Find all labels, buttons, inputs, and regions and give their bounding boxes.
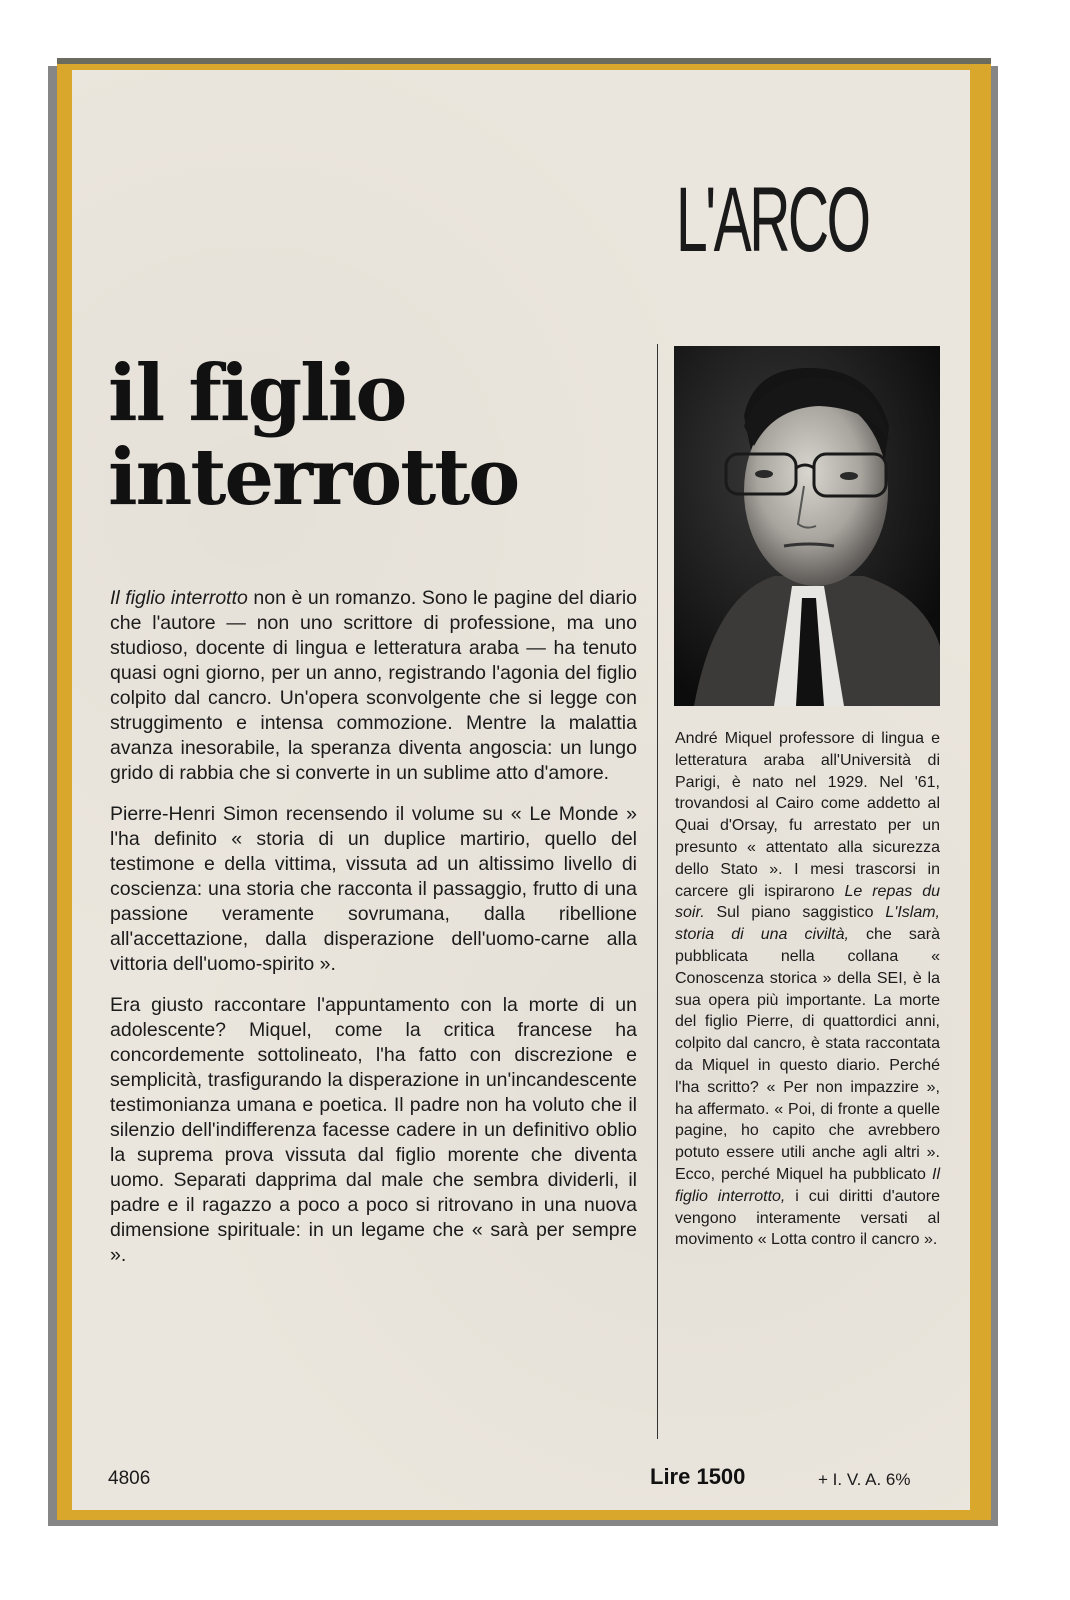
bio-italic-1: Le repas du soir.	[675, 882, 941, 922]
paragraph-3: Era giusto raccontare l'appuntamento con la morte di un adolescente? Miquel, come la critica francese ha concordemente sottolineato, l'ha fatto con discrezione e semplicità, trasfigurando la disperazione in un'incandescente testimonianza umana e poetica. Il padre non ha voluto che il silenzio dell'indifferenza facesse cadere in un definitivo oblio la suprema prova vissuta dal figlio morente che diventa uomo. Separati dapprima dal male che sembra dividerli, il padre e il ragazzo a poco a poco si ritrovano in una nuova dimensione spirituale: in un legame che « sarà per sempre ».	[110, 994, 637, 1266]
paragraph-1-text: non è un romanzo. Sono le pagine del diario che l'autore — non uno scrittore di professione, ma uno studioso, docente di lingua e letteratura araba — ha tenuto quasi ogni giorno, per un anno, registrando l'agonia del figlio colpito dal cancro. Un'opera sconvolgente che si legge con struggimento e intensa commozione. Mentre la malattia avanza inesorabile, la speranza diventa angoscia: un lungo grido di rabbia che si converte in un sublime atto d'amore.	[110, 587, 637, 784]
bio-text-2: Sul piano saggistico	[704, 904, 886, 922]
publisher-name: L'ARCO	[676, 169, 869, 271]
bio-italic-3: Il figlio interrotto,	[675, 1165, 940, 1205]
author-biography	[675, 728, 940, 1251]
column-divider	[657, 344, 658, 1439]
bio-text-3: che sarà pubblicata nella collana « Conoscenza storica » della SEI, è la sua opera più importante. La morte del figlio Pierre, di quattordici anni, colpito dal cancro, è stata raccontata da Miquel in questo diario. Perché l'ha scritto? « Per non impazzire », ha affermato. « Poi, di fronte a quelle pagine, ho capito che avrebbero potuto essere utili anche agli altri ». Ecco, perché Miquel ha pubblicato	[675, 926, 940, 1183]
bio-text-4: i cui diritti d'autore vengono interamente versati al movimento « Lotta contro il cancro ».	[675, 1187, 941, 1249]
paragraph-1	[110, 586, 637, 786]
tax-note: + I. V. A. 6%	[818, 1470, 911, 1489]
bio-text-1: André Miquel professore di lingua e letteratura araba all'Università di Parigi, è nato nel 1929. Nel '61, trovandosi al Cairo come addetto al Quai d'Orsay, fu arrestato per un presunto « attentato alla sicurezza dello Stato ». I mesi trascorsi in carcere gli ispirarono	[675, 730, 940, 900]
title-line-2: interrotto	[108, 432, 519, 523]
book-title-italic: Il figlio interrotto	[110, 587, 248, 609]
title-line-1: il figlio	[108, 348, 406, 439]
price: Lire 1500	[650, 1464, 746, 1489]
catalog-number: 4806	[108, 1468, 151, 1489]
bio-italic-2: L'Islam, storia di una civiltà,	[675, 904, 940, 944]
book-title	[108, 348, 608, 523]
author-photo	[674, 346, 940, 706]
paragraph-2: Pierre-Henri Simon recensendo il volume su « Le Monde » l'ha definito « storia di un duplice martirio, quello del testimone e della vittima, vissuta ad un altissimo livello di coscienza: una storia che racconta il passaggio, frutto di una passione veramente sovrumana, dalla ribellione all'accettazione, dalla disperazione dell'uomo-carne alla vittoria dell'uomo-spirito ».	[110, 803, 637, 975]
publisher-logo	[670, 145, 950, 271]
main-description	[110, 586, 637, 1284]
bio-paragraph	[675, 728, 940, 1251]
